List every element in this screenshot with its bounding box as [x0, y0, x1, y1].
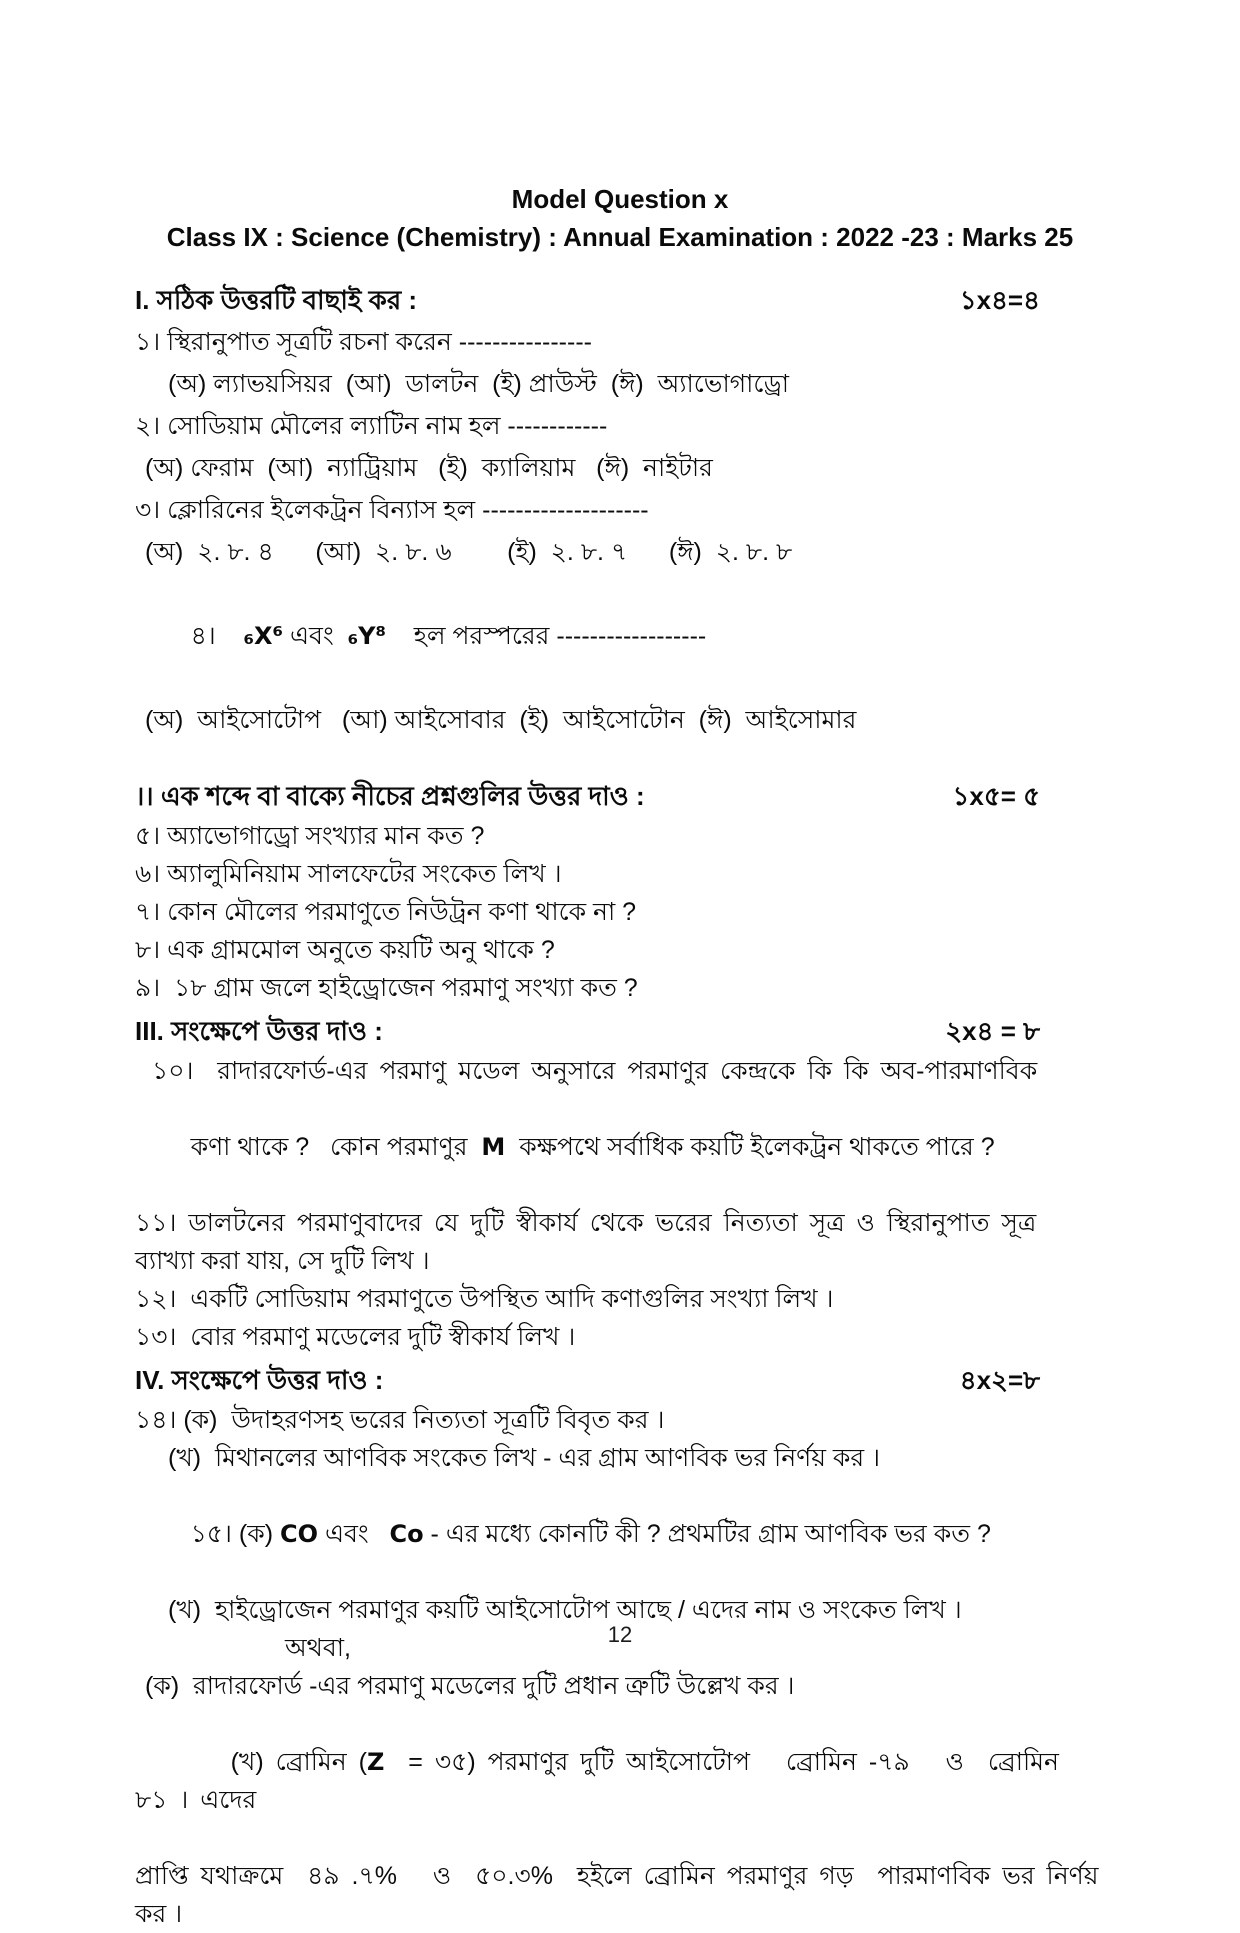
question-4-conjunction: এবং [283, 622, 348, 650]
question-11-line-2: ব্যাখ্যা করা যায়, সে দুটি লিখ । [135, 1247, 430, 1275]
question-4-rest: হল পরস্পরের ------------------ [386, 622, 707, 650]
question-13: ১৩। বোর পরমাণু মডেলের দুটি স্বীকার্য লিখ । [135, 1323, 576, 1351]
question-11-line-1: ১১। ডালটনের পরমাণুবাদের যে দুটি স্বীকার্য থেকে ভরের নিত্যতা সূত্র ও স্থিরানুপাত সূত্র [135, 1209, 1037, 1237]
question-4 [135, 573, 1105, 699]
question-15-part-a-number: ১৫। (ক) [190, 1520, 280, 1548]
question-4-number: ৪। [190, 622, 244, 650]
or-separator: অথবা, [285, 1634, 351, 1662]
section-3 [135, 1010, 1105, 1356]
question-12: ১২। একটি সোডিয়াম পরমাণুতে উপস্থিত আদি কণাগুলির সংখ্যা লিখ । [135, 1285, 834, 1313]
question-9: ৯। ১৮ গ্রাম জলে হাইড্রোজেন পরমাণু সংখ্যা কত ? [135, 974, 638, 1002]
alternative-part-b-line-1-rest: = ৩৫) পরমাণুর দুটি আইসোটোপ ব্রোমিন -৭৯ ও ব্রোমিন ৮১ । এদের [135, 1748, 1095, 1814]
question-5: ৫। অ্যাভোগাড্রো সংখ্যার মান কত ? [135, 822, 485, 850]
question-15-part-a-rest: - এর মধ্যে কোনটি কী ? প্রথমটির গ্রাম আণবিক ভর কত ? [423, 1520, 991, 1548]
section-2-marks: ১x৫= ৫ [952, 781, 1040, 811]
exam-title: Model Question x [511, 184, 729, 214]
section-2-heading-row [135, 775, 1105, 817]
section-2 [135, 775, 1105, 1007]
section-4-marks: ৪x২=৮ [959, 1365, 1040, 1395]
alternative-question-part-a: (ক) রাদারফোর্ড -এর পরমাণু মডেলের দুটি প্রধান ত্রুটি উল্লেখ কর । [145, 1672, 795, 1700]
page-number: 12 [607, 1622, 633, 1647]
question-2: ২। সোডিয়াম মৌলের ল্যাটিন নাম হল ------------ [135, 412, 608, 440]
section-4-heading: IV. সংক্ষেপে উত্তর দাও : [135, 1365, 384, 1395]
alternative-question-part-b-line-3: কর । [135, 1900, 183, 1928]
question-15-part-a [135, 1477, 1105, 1591]
section-1-heading: I. সঠিক উত্তরটি বাছাই কর : [135, 285, 417, 315]
question-1-options: (অ) ল্যাভয়সিয়র (আ) ডালটন (ই) প্রাউস্ট (ঈ) অ্যাভোগাড্রো [168, 370, 789, 398]
question-1: ১। স্থিরানুপাত সূত্রটি রচনা করেন ---------------- [135, 328, 592, 356]
atomic-number-symbol-z: Z [367, 1748, 385, 1776]
question-15-part-a-conjunction: এবং [318, 1520, 390, 1548]
question-14-part-a: ১৪। (ক) উদাহরণসহ ভরের নিত্যতা সূত্রটি বিবৃত কর । [135, 1406, 665, 1434]
section-1 [135, 279, 1105, 741]
section-1-heading-row [135, 279, 1105, 321]
section-4-heading-row [135, 1359, 1105, 1401]
question-3-options: (অ) ২. ৮. ৪ (আ) ২. ৮. ৬ (ই) ২. ৮. ৭ (ঈ) ২. ৮. ৮ [145, 538, 793, 566]
shell-symbol-m: M [481, 1133, 506, 1161]
question-14-part-b: (খ) মিথানলের আণবিক সংকেত লিখ - এর গ্রাম আণবিক ভর নির্ণয় কর । [168, 1444, 881, 1472]
question-10-line-2-start: কণা থাকে ? কোন পরমাণুর [190, 1133, 482, 1161]
question-6: ৬। অ্যালুমিনিয়াম সালফেটের সংকেত লিখ । [135, 860, 562, 888]
question-4-options: (অ) আইসোটোপ (আ) আইসোবার (ই) আইসোটোন (ঈ) আইসোমার [145, 706, 857, 734]
co-molecule-formula: CO [280, 1520, 319, 1548]
question-10-line-2 [135, 1090, 1105, 1204]
question-7: ৭। কোন মৌলের পরমাণুতে নিউট্রন কণা থাকে না ? [135, 898, 637, 926]
section-2-heading: ।। এক শব্দে বা বাক্যে নীচের প্রশ্নগুলির উত্তর দাও : [135, 781, 645, 811]
section-3-heading-row [135, 1010, 1105, 1052]
question-10-line-2-end: কক্ষপথে সর্বাধিক কয়টি ইলেকট্রন থাকতে পারে ? [505, 1133, 995, 1161]
alternative-question-part-b-line-2: প্রাপ্তি যথাক্রমে ৪৯ .৭% ও ৫০.৩% হইলে ব্রোমিন পরমাণুর গড় পারমাণবিক ভর নির্ণয় [135, 1862, 1099, 1890]
section-3-marks: ২x৪ = ৮ [945, 1016, 1040, 1046]
isotope-formula-y: ₆Y⁸ [347, 622, 386, 650]
section-1-marks: ১x৪=৪ [959, 285, 1040, 315]
alternative-part-b-start: (খ) ব্রোমিন ( [230, 1748, 367, 1776]
alternative-question-part-b-line-1 [135, 1705, 1105, 1857]
question-8: ৮। এক গ্রামমোল অনুতে কয়টি অনু থাকে ? [135, 936, 555, 964]
question-2-options: (অ) ফেরাম (আ) ন্যাট্রিয়াম (ই) ক্যালিয়াম (ঈ) নাইটার [145, 454, 713, 482]
question-10-line-1: ১০। রাদারফোর্ড-এর পরমাণু মডেল অনুসারে পরমাণুর কেন্দ্রকে কি কি অব-পারমাণবিক [152, 1057, 1038, 1085]
co-element-symbol: Co [389, 1520, 424, 1548]
section-3-heading: III. সংক্ষেপে উত্তর দাও : [135, 1016, 383, 1046]
question-3: ৩। ক্লোরিনের ইলেকট্রন বিন্যাস হল -------------------- [135, 496, 649, 524]
question-15-part-b: (খ) হাইড্রোজেন পরমাণুর কয়টি আইসোটোপ আছে / এদের নাম ও সংকেত লিখ । [168, 1596, 962, 1624]
isotope-formula-x: ₆X⁶ [243, 622, 284, 650]
exam-subtitle: Class IX : Science (Chemistry) : Annual Examination : 2022 -23 : Marks 25 [166, 222, 1074, 252]
